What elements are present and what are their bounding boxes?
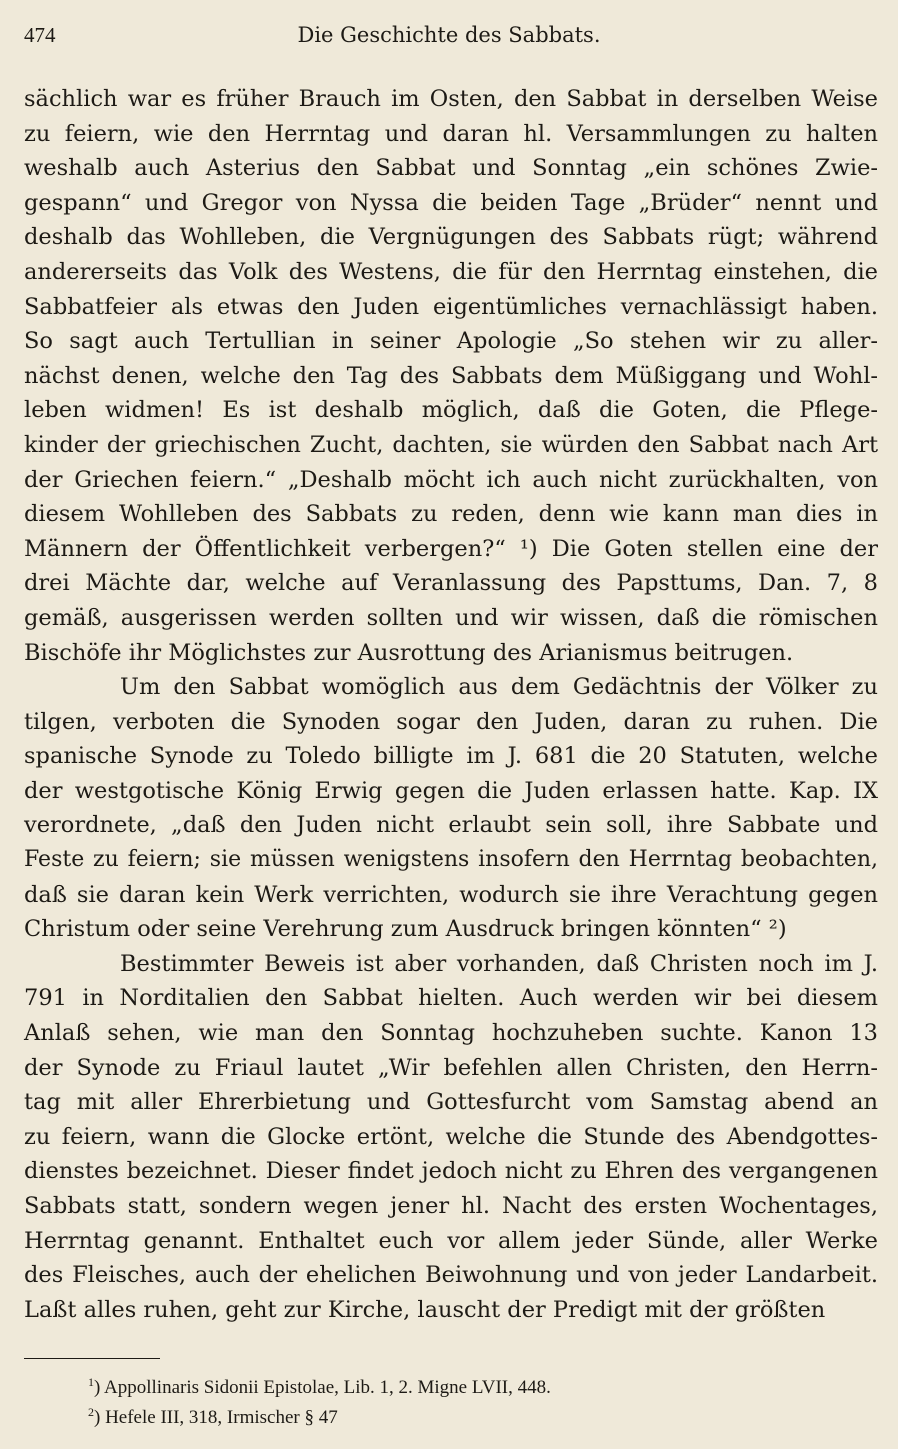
text-line: Sabbats statt, sondern wegen jener hl. Nacht des ersten Wochentages, <box>24 1193 878 1219</box>
text-line: weshalb auch Asterius den Sabbat und Sonntag „ein schönes Zwie- <box>24 155 878 182</box>
paragraph <box>24 670 878 947</box>
text-line: tilgen, verboten die Synoden sogar den Juden, daran zu ruhen. Die <box>24 708 878 735</box>
text-line: Anlaß sehen, wie man den Sonntag hochzuheben suchte. Kanon 13 <box>24 1020 878 1047</box>
text-line: 791 in Norditalien den Sabbat hielten. Auch werden wir bei diesem <box>24 985 878 1012</box>
text-line: Bischöfe ihr Möglichstes zur Ausrottung des Arianismus beitrugen. <box>24 639 794 666</box>
text-line: Männern der Öffentlichkeit verbergen?“ ¹) Die Goten stellen eine der <box>24 535 878 562</box>
text-line: spanische Synode zu Toledo billigte im J. 681 die 20 Statuten, welche <box>24 743 878 770</box>
footnote-mark: 2 <box>88 1404 94 1419</box>
text-line: des Fleisches, auch der ehelichen Beiwohnung und von jeder Landarbeit. <box>24 1262 878 1289</box>
text-line: Sabbatfeier als etwas den Juden eigentümliches vernachlässigt haben. <box>24 293 878 320</box>
page-number: 474 <box>24 23 56 47</box>
text-line: deshalb das Wohlleben, die Vergnügungen des Sabbats rügt; während <box>24 224 878 251</box>
text-line: zu feiern, wie den Herrntag und daran hl. Versammlungen zu halten <box>24 120 878 147</box>
footnotes <box>88 1373 868 1433</box>
text-line: dienstes bezeichnet. Dieser findet jedoch nicht zu Ehren des vergangenen <box>24 1158 878 1185</box>
text-line: gespann“ und Gregor von Nyssa die beiden Tage „Brüder“ nennt und <box>24 189 878 216</box>
text-line: diesem Wohlleben des Sabbats zu reden, denn wie kann man dies in <box>24 501 878 528</box>
text-line: Laßt alles ruhen, geht zur Kirche, lauscht der Predigt mit der größten <box>24 1296 826 1323</box>
text-line: der Griechen feiern.“ „Deshalb möcht ich auch nicht zurückhalten, von <box>24 466 878 493</box>
text-line: Feste zu feiern; sie müssen wenigstens insofern den Herrntag beobachten, <box>24 847 878 873</box>
text-line: daß sie daran kein Werk verrichten, wodurch sie ihre Verachtung gegen <box>24 881 878 908</box>
footnote-mark: 1 <box>88 1374 94 1389</box>
text-line: kinder der griechischen Zucht, dachten, sie würden den Sabbat nach Art <box>24 431 878 458</box>
body-text <box>24 82 878 1327</box>
page-header <box>24 18 874 52</box>
text-line: leben widmen! Es ist deshalb möglich, daß die Goten, die Pflege- <box>24 397 878 424</box>
footnote-separator <box>24 1358 160 1359</box>
text-line: der Synode zu Friaul lautet „Wir befehlen allen Christen, den Herrn- <box>24 1054 878 1081</box>
paragraph <box>24 947 878 1328</box>
text-line: der westgotische König Erwig gegen die Juden erlassen hatte. Kap. IX <box>24 777 878 804</box>
footnote-2 <box>88 1403 868 1433</box>
text-line: drei Mächte dar, welche auf Veranlassung des Papsttums, Dan. 7, 8 <box>24 570 878 597</box>
text-line: andererseits das Volk des Westens, die für den Herrntag einstehen, die <box>24 258 878 285</box>
footnote-1 <box>88 1373 868 1403</box>
text-line: zu feiern, wann die Glocke ertönt, welche die Stunde des Abendgottes- <box>24 1123 878 1150</box>
text-line: Bestimmter Beweis ist aber vorhanden, daß Christen noch im J. <box>120 950 878 977</box>
text-line: sächlich war es früher Brauch im Osten, den Sabbat in derselben Weise <box>24 86 878 112</box>
paragraph <box>24 82 878 670</box>
text-line: verordnete, „daß den Juden nicht erlaubt sein soll, ihre Sabbate und <box>24 812 878 839</box>
footnote-text: ) Hefele III, 318, Irmischer § 47 <box>94 1407 338 1428</box>
text-line: nächst denen, welche den Tag des Sabbats dem Müßiggang und Wohl- <box>24 362 878 389</box>
text-line: gemäß, ausgerissen werden sollten und wir wissen, daß die römischen <box>24 604 878 631</box>
text-line: Um den Sabbat womöglich aus dem Gedächtnis der Völker zu <box>120 674 878 701</box>
text-line: tag mit aller Ehrerbietung und Gottesfurcht vom Samstag abend an <box>24 1089 878 1116</box>
footnote-text: ) Appollinaris Sidonii Epistolae, Lib. 1, 2. Migne LVII, 448. <box>94 1377 551 1398</box>
text-line: So sagt auch Tertullian in seiner Apologie „So stehen wir zu aller- <box>24 328 878 355</box>
text-line: Herrntag genannt. Enthaltet euch vor allem jeder Sünde, aller Werke <box>24 1227 878 1254</box>
running-title: Die Geschichte des Sabbats. <box>297 23 601 47</box>
text-line: Christum oder seine Verehrung zum Ausdruck bringen könnten“ ²) <box>24 916 787 943</box>
